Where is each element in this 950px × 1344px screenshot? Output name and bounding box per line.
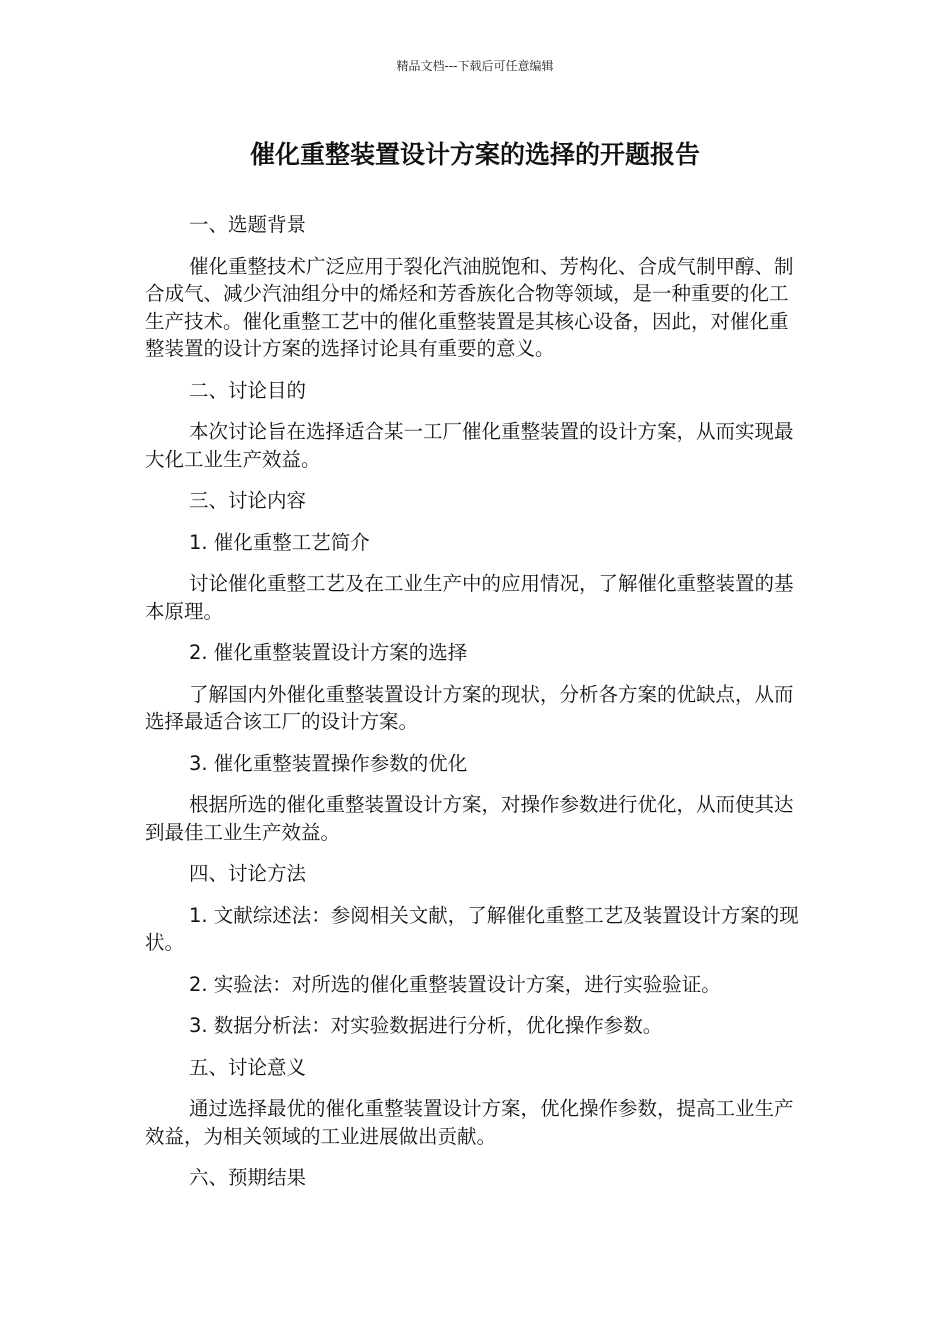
section-heading-background: 一、选题背景 [189,213,307,236]
method-experiment: 2. 实验法：对所选的催化重整装置设计方案，进行实验验证。 [189,972,721,996]
subheading-process-intro: 1. 催化重整工艺简介 [189,530,370,554]
subheading-design-selection: 2. 催化重整装置设计方案的选择 [189,641,468,664]
paragraph-significance: 通过选择最优的催化重整装置设计方案，优化操作参数，提高工业生产效益，为相关领域的工业进展做出贡献。 [145,1097,794,1148]
section-heading-content: 三、讨论内容 [189,489,307,512]
paragraph-purpose: 本次讨论旨在选择适合某一工厂催化重整装置的设计方案，从而实现最大化工业生产效益。 [145,420,794,471]
method-data-analysis: 3. 数据分析法：对实验数据进行分析，优化操作参数。 [189,1014,663,1037]
document-body [145,211,801,1206]
paragraph-background: 催化重整技术广泛应用于裂化汽油脱饱和、芳构化、合成气制甲醇、制合成气、减少汽油组分中的烯烃和芳香族化合物等领域，是一种重要的化工生产技术。催化重整工艺中的催化重整装置是其核心设备，因此，对催化重整装置的设计方案的选择讨论具有重要的意义。 [145,254,794,360]
section-heading-significance: 五、讨论意义 [189,1055,307,1079]
section-heading-expected-results: 六、预期结果 [189,1166,307,1189]
method-literature-review: 1. 文献综述法：参阅相关文献，了解催化重整工艺及装置设计方案的现状。 [145,903,799,954]
subheading-parameter-optimization: 3. 催化重整装置操作参数的优化 [189,751,468,775]
section-heading-purpose: 二、讨论目的 [189,378,307,402]
document-title: 催化重整装置设计方案的选择的开题报告 [249,140,700,169]
header-note: 精品文档---下载后可任意编辑 [396,59,554,73]
paragraph-process-intro: 讨论催化重整工艺及在工业生产中的应用情况，了解催化重整装置的基本原理。 [145,572,794,623]
paragraph-design-selection: 了解国内外催化重整装置设计方案的现状，分析各方案的优缺点，从而选择最适合该工厂的设计方案。 [145,682,794,733]
paragraph-parameter-optimization: 根据所选的催化重整装置设计方案，对操作参数进行优化，从而使其达到最佳工业生产效益。 [145,793,794,844]
section-heading-methods: 四、讨论方法 [189,862,307,885]
